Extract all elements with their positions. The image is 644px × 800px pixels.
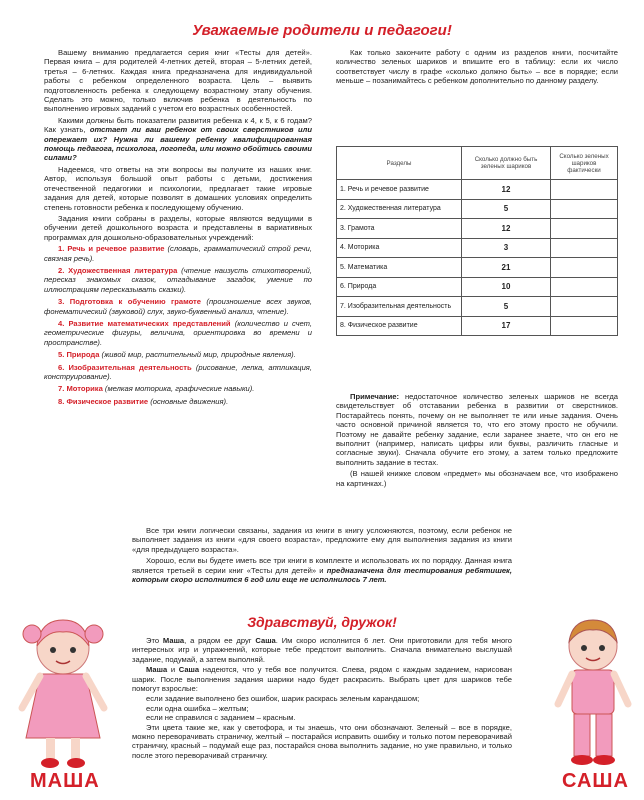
actual-count-cell[interactable] [551,258,618,278]
section-cell: 2. Художественная литература [337,199,462,219]
section-heading: 5. Природа [58,350,100,360]
series-info [132,526,512,586]
rule-line: если одна ошибка – желтым; [146,703,249,713]
series-paragraph: Все три книги логически связаны, задания из книги в книгу усложняются, поэтому, если ребенок не выполняет задания из книги «для своего возраста», предложите ему для выполнения задания из книги «для предыдущего возраста». [132,526,512,554]
section-cell: 5. Математика [337,258,462,278]
expected-count-cell: 5 [462,199,551,219]
table-row [337,277,618,297]
text-run: . Им скоро исполнится 6 лет. Они приготовили для тебя много интересных игр и упражнений, которые тебе предстоит выполнить. Сначала внимательно выслушай задание, подумай, а затем выполняй. [132,636,512,664]
expected-count-cell: 10 [462,277,551,297]
section-cell: 8. Физическое развитие [337,316,462,336]
section-heading: 2. Художественная литература [58,265,178,275]
greeting-title: Здравствуй, дружок! [247,614,397,630]
section-item [44,384,312,393]
table-row [337,219,618,239]
section-heading: 1. Речь и речевое развитие [58,244,165,254]
column-header: Сколько зеленых шариков фактически [551,147,618,180]
section-cell: 7. Изобразительная деятельность [337,297,462,317]
note-text: недостаточное количество зеленых шариков не всегда свидетельствует об отставании ребенка в развитии от сверстников. Постарайтесь понять, почему он не выполняет те или иные задания. Очень часто основной причиной является то, что его этому просто не обучили. Поэтому не давайте ребенку задание, если заранее знаете, что он его не выполнит (например, написать цифры или буквы, различить гласные и согласные звуки). Сначала обучите его этому, а затем только предложите выполнить задание в тестах. [336,392,618,467]
purpose-paragraph [132,556,512,584]
section-heading: 7. Моторика [58,384,103,394]
table-row [337,316,618,336]
section-heading: 8. Физическое развитие [58,396,149,406]
section-description: (чтение наизусть стихотворений, пересказ знакомых сказок, отгадывание загадок, умение по иллюстрациям пересказывать сказки). [44,265,312,294]
note-paragraph [336,392,618,467]
expected-count-cell: 12 [462,180,551,200]
balloon-paragraph [132,665,512,693]
text-run: Это [146,636,163,645]
section-description: (мелкая моторика, графические навыки). [102,384,255,394]
name-masha: Маша [162,636,185,645]
table-row [337,297,618,317]
name-masha: Маша [146,665,168,675]
rule-line: если задание выполнено без ошибок, шарик раскрась зеленым карандашом; [146,694,420,704]
sections-intro: Задания книги собраны в разделы, которые являются ведущими в обучении детей дошкольного возраста и представлены в вариативных программах для дошкольно-образовательных учреждений: [44,213,312,242]
section-cell: 1. Речь и речевое развитие [337,180,462,200]
page-title: Уважаемые родители и педагоги! [192,22,452,39]
traffic-light-paragraph: Эти цвета такие же, как у светофора, и ты знаешь, что они обозначают. Зеленый – все в порядке, можно переворачивать страничку, желтый – постарайся исправить ошибку и только потом переворачивай страничку, красный – подумай еще раз, постарайся снова выполнить задание, но уже правильно, и только после этого переворачивай страничку. [132,722,512,760]
sasha-name-label: САША [562,770,629,792]
text-run: , а рядом ее друг [184,636,256,645]
note-label: Примечание: [350,392,400,401]
questions-lead: Какими должны быть показатели развития ребенка к 4, к 5, к 6 годам? Как узнать, [44,115,312,135]
section-heading: 3. Подготовка к обучению грамоте [58,297,201,307]
questions-bold: отстает ли ваш ребенок от своих сверстников или опережает их? Нужна ли вашему ребенку квалифицированная помощь педагога, психолога, логопеда, или можно обойтись своими силами? [44,125,313,163]
section-cell: 4. Моторика [337,238,462,258]
section-item [44,350,312,359]
section-description: (живой мир, растительный мир, природные явления). [99,350,296,360]
instructions-paragraph: Как только закончите работу с одним из разделов книги, посчитайте количество зеленых шариков и впишите его в таблицу: если их число соответствует числу в графе «сколько должно быть» – все в порядке; если меньше – позанимайтесь с ребенком дополнительно по данному разделу. [336,48,618,86]
actual-count-cell[interactable] [551,316,618,336]
actual-count-cell[interactable] [551,180,618,200]
text-run: надеются, что у тебя все получится. Слева, рядом с каждым заданием, нарисован шарик. После выполнения задания шарики надо будет раскрасить. Выбрать цвет для шариков тебе помогут взрослые: [132,665,512,694]
section-item [44,397,312,406]
table-row [337,180,618,200]
column-header: Сколько должно быть зеленых шариков [462,147,551,180]
section-description: (произношение всех звуков, фонематический (звуковой) слух, звуко-буквенный анализ, чтение). [44,297,313,316]
child-instructions [132,636,512,761]
actual-count-cell[interactable] [551,238,618,258]
expected-count-cell: 3 [462,238,551,258]
section-description: (количество и счет, геометрические фигуры, величина, ориентировка во времени и пространстве). [44,318,312,347]
actual-count-cell[interactable] [551,199,618,219]
expected-count-cell: 5 [462,297,551,317]
right-column [336,48,618,88]
name-sasha: Саша [178,665,200,675]
intro-kids-paragraph [132,636,512,664]
name-sasha: Саша [255,636,276,645]
masha-name-label: МАША [30,770,100,792]
intro-paragraph: Вашему вниманию предлагается серия книг «Тесты для детей». Первая книга – для родителей 4-летних детей, вторая – 5-летних детей, третья – 6-летних. Каждая книга предназначена для индивидуальной работы с ребенком определенного возраста. Цель – выявить подготовленность ребенка к следующему возрастному этапу обучения. Сделать это можно, только включив ребенка в деятельность по выполнению игровых заданий с учетом его возрастных особенностей. [44,48,312,114]
purpose-bold: предназначена для тестирования ребятишек, которым скоро исполнится 6 год или еще не исполнилось 7 лет. [132,565,512,585]
actual-count-cell[interactable] [551,297,618,317]
section-item [44,319,312,347]
table-row [337,238,618,258]
section-item [44,244,312,263]
text-run: и [167,665,179,675]
left-column [44,48,312,409]
sasha-illustration [548,612,638,770]
actual-count-cell[interactable] [551,219,618,239]
table-header-row [337,147,618,180]
section-description: (основные движения). [148,396,229,406]
purpose-lead: Хорошо, если вы будете иметь все три книги в комплекте и использовать их по порядку. Данная книга является третьей в серии книг «Тесты для детей» и [132,556,512,575]
section-heading: 4. Развитие математических представлений [58,318,231,328]
column-header: Разделы [337,147,462,180]
table-row [337,199,618,219]
table-row [337,258,618,278]
rule-line: если не справился с заданием – красным. [146,713,296,723]
expected-count-cell: 21 [462,258,551,278]
expected-count-cell: 17 [462,316,551,336]
note-block [336,392,618,488]
questions-paragraph [44,116,312,163]
section-cell: 6. Природа [337,277,462,297]
expected-count-cell: 12 [462,219,551,239]
results-table [336,146,618,336]
answers-paragraph: Надеемся, что ответы на эти вопросы вы получите из наших книг. Автор, используя большой опыт работы с детьми, достижения отечественной педагогики и психологии, предлагает такие игровые задания для детей, которые позволят в домашних условиях определить степень готовности ребенка к последующему обучению. [44,164,312,212]
masha-illustration [8,612,118,770]
note-aside: (В нашей книжке словом «предмет» мы обозначаем все, что изображено на картинках.) [336,469,618,488]
section-item [44,266,312,294]
section-description: (словарь, грамматический строй речи, связная речь). [44,244,312,263]
section-item [44,297,312,316]
section-cell: 3. Грамота [337,219,462,239]
section-item [44,363,312,382]
section-description: (рисование, лепка, аппликация, конструирование). [44,362,312,381]
actual-count-cell[interactable] [551,277,618,297]
section-heading: 6. Изобразительная деятельность [58,362,192,372]
